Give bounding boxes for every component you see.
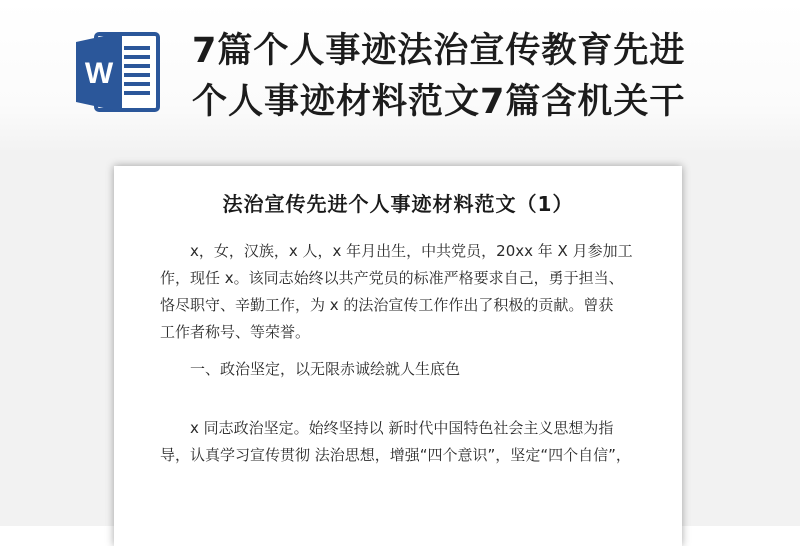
header-banner (0, 0, 800, 150)
paragraph-1-line: 作，现任 x。该同志始终以共产党员的标准严格要求自己，勇于担当、 (160, 269, 624, 287)
section-heading: 一、政治坚定，以无限赤诚绘就人生底色 (190, 360, 461, 378)
svg-text:W: W (84, 57, 114, 90)
paragraph-1-line: 工作者称号、等荣誉。 (160, 323, 311, 341)
paragraph-2-line: 导，认真学习宣传贯彻 法治思想，增强“四个意识”，坚定“四个自信”， (160, 446, 631, 464)
title-line-1: 7篇个人事迹法治宣传教育先进 (192, 31, 686, 71)
document-body (160, 238, 644, 469)
paragraph-1-line: 恪尽职守、辛勤工作，为 x 的法治宣传工作作出了积极的贡献。曾获 (160, 296, 614, 314)
word-icon (72, 28, 164, 116)
page-title (192, 26, 792, 128)
document-title: 法治宣传先进个人事迹材料范文（1） (222, 192, 574, 216)
document-page (114, 166, 682, 546)
title-line-2: 个人事迹材料范文7篇含机关干 (192, 82, 686, 122)
paragraph-2-line: x 同志政治坚定。始终坚持以 新时代中国特色社会主义思想为指 (190, 419, 614, 437)
paragraph-1-line: x，女，汉族，x 人，x 年月出生，中共党员，20xx 年 X 月参加工 (190, 242, 633, 260)
